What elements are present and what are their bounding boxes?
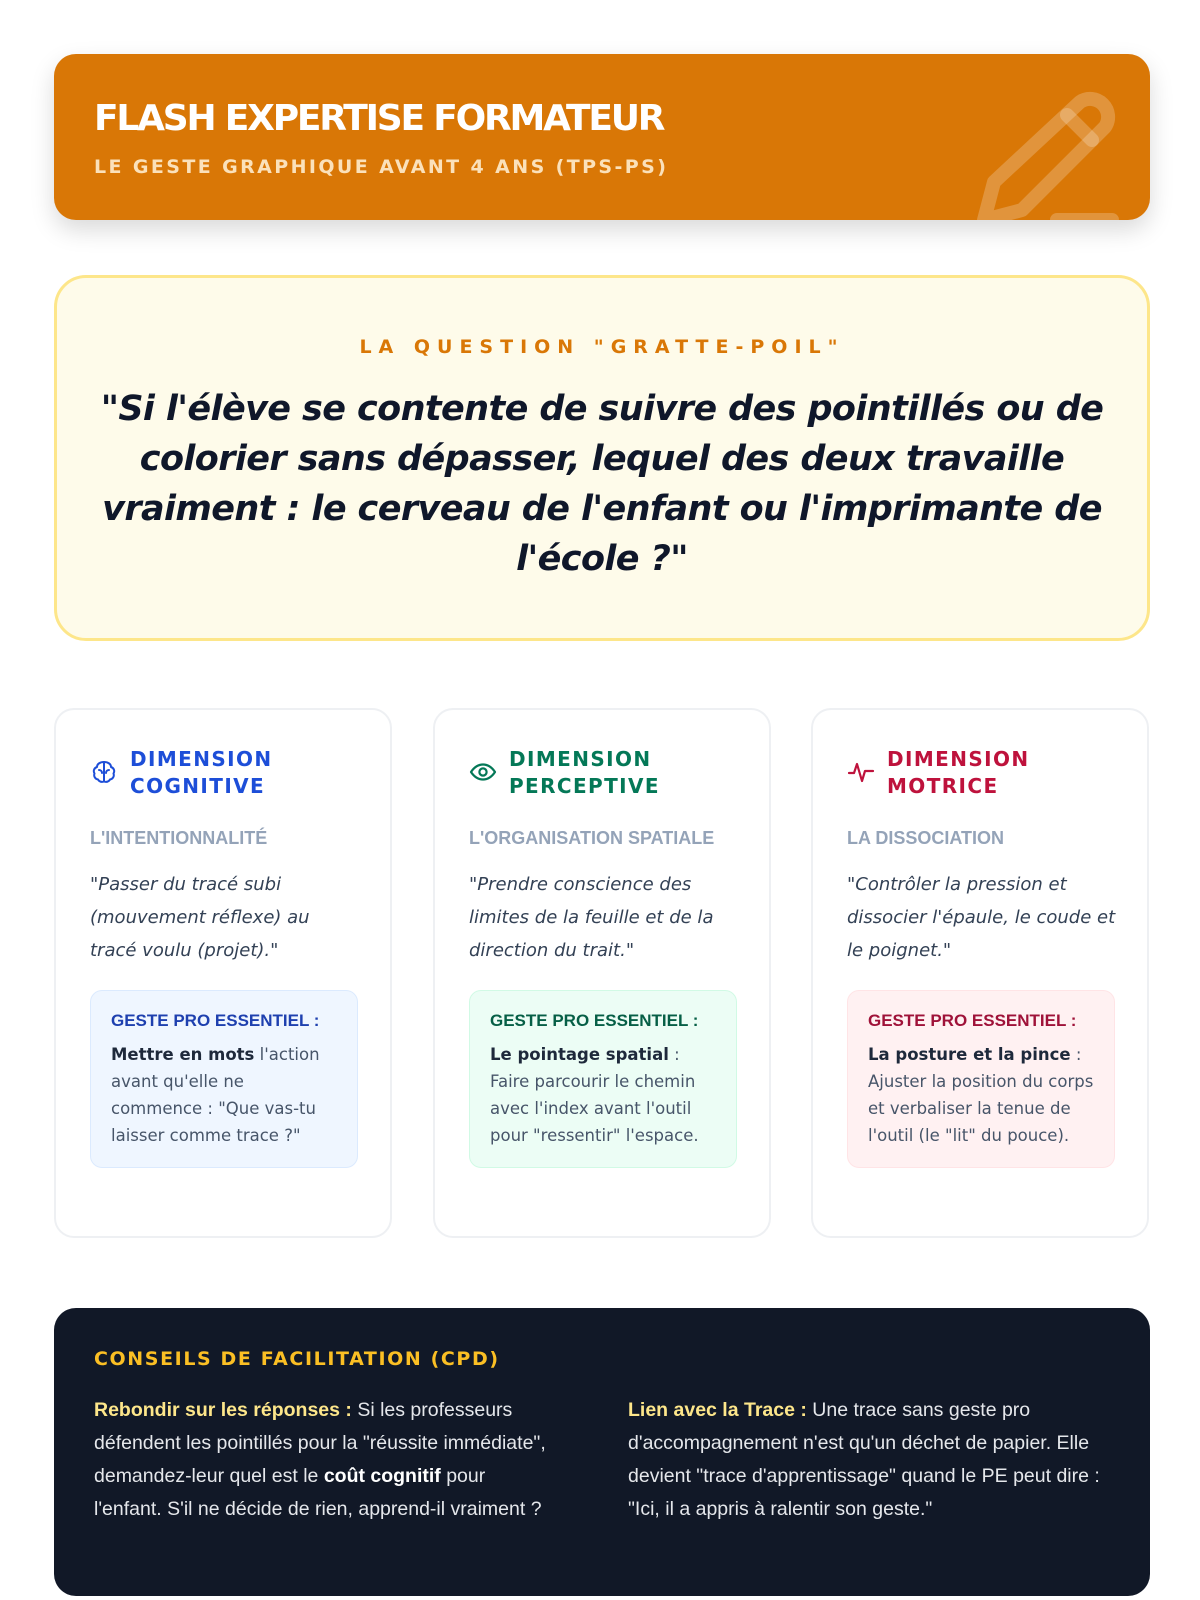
pencil-icon <box>962 80 1122 220</box>
geste-pro-box <box>90 990 358 1168</box>
eye-icon <box>469 758 497 786</box>
dimension-card-cognitive <box>54 708 392 1238</box>
card-subtitle: L'INTENTIONNALITÉ <box>90 828 268 848</box>
tip-text: Une trace sans geste pro d'accompagnement n'est qu'un déchet de papier. Elle devient "trace d'apprentissage" quand le PE peut dire : "Ici, il a appris à ralentir son geste." <box>628 1399 1100 1520</box>
pulse-icon <box>847 758 875 786</box>
tip-text: pour l'enfant. S'il ne décide de rien, apprend-il vraiment ? <box>94 1465 542 1520</box>
tip-lead: Lien avec la Trace : <box>628 1399 807 1421</box>
geste-body <box>490 1041 716 1149</box>
card-title-line2: MOTRICE <box>887 774 999 798</box>
geste-pro-box <box>847 990 1115 1168</box>
card-title-line2: COGNITIVE <box>130 774 266 798</box>
brain-icon <box>90 758 118 786</box>
geste-title: GESTE PRO ESSENTIEL : <box>490 1011 699 1030</box>
tip-lead: Rebondir sur les réponses : <box>94 1399 352 1421</box>
card-title <box>130 746 273 800</box>
card-title-line1: DIMENSION <box>509 747 652 771</box>
header-banner <box>54 54 1150 220</box>
card-title-line1: DIMENSION <box>130 747 273 771</box>
facilitation-tip-trace <box>628 1394 1118 1526</box>
card-quote: "Prendre conscience des limites de la feuille et de la direction du trait." <box>469 874 714 961</box>
dimension-card-perceptive <box>433 708 771 1238</box>
card-title-line1: DIMENSION <box>887 747 1030 771</box>
geste-text: l'action avant qu'elle ne commence : "Que vas-tu laisser comme trace ?" <box>111 1045 320 1145</box>
geste-bold: Le pointage spatial <box>490 1045 669 1064</box>
facilitation-panel <box>54 1308 1150 1596</box>
card-quote: "Contrôler la pression et dissocier l'épaule, le coude et le poignet." <box>847 874 1116 961</box>
geste-bold: Mettre en mots <box>111 1045 255 1064</box>
geste-title: GESTE PRO ESSENTIEL : <box>868 1011 1077 1030</box>
geste-bold: La posture et la pince <box>868 1045 1071 1064</box>
geste-pro-box <box>469 990 737 1168</box>
page-title: FLASH EXPERTISE FORMATEUR <box>94 98 664 139</box>
card-title <box>887 746 1030 800</box>
card-subtitle: LA DISSOCIATION <box>847 828 1004 848</box>
card-subtitle: L'ORGANISATION SPATIALE <box>469 828 715 848</box>
tip-text: Si les professeurs défendent les pointillés pour la "réussite immédiate", demandez-leur quel est le <box>94 1399 546 1487</box>
geste-body <box>868 1041 1094 1149</box>
geste-text: : Faire parcourir le chemin avec l'index avant l'outil pour "ressentir" l'espace. <box>490 1045 699 1145</box>
geste-title: GESTE PRO ESSENTIEL : <box>111 1011 320 1030</box>
card-title-line2: PERCEPTIVE <box>509 774 660 798</box>
page-subtitle: LE GESTE GRAPHIQUE AVANT 4 ANS (TPS-PS) <box>94 156 669 178</box>
facilitation-tip-responses <box>94 1394 554 1526</box>
geste-text: : Ajuster la position du corps et verbaliser la tenue de l'outil (le "lit" du pouce). <box>868 1045 1094 1145</box>
question-text: "Si l'élève se contente de suivre des pointillés ou de colorier sans dépasser, lequel des deux travaille vraiment : le cerveau de l'enfant ou l'imprimante de l'école ?" <box>100 389 1104 579</box>
card-quote: "Passer du tracé subi (mouvement réflexe) au tracé voulu (projet)." <box>90 874 310 961</box>
facilitation-title: CONSEILS DE FACILITATION (CPD) <box>94 1348 500 1370</box>
card-title <box>509 746 660 800</box>
tip-bold: coût cognitif <box>323 1465 441 1487</box>
geste-body <box>111 1041 337 1149</box>
question-box <box>54 275 1150 641</box>
question-label: LA QUESTION "GRATTE-POIL" <box>359 336 845 358</box>
dimension-card-motrice <box>811 708 1149 1238</box>
